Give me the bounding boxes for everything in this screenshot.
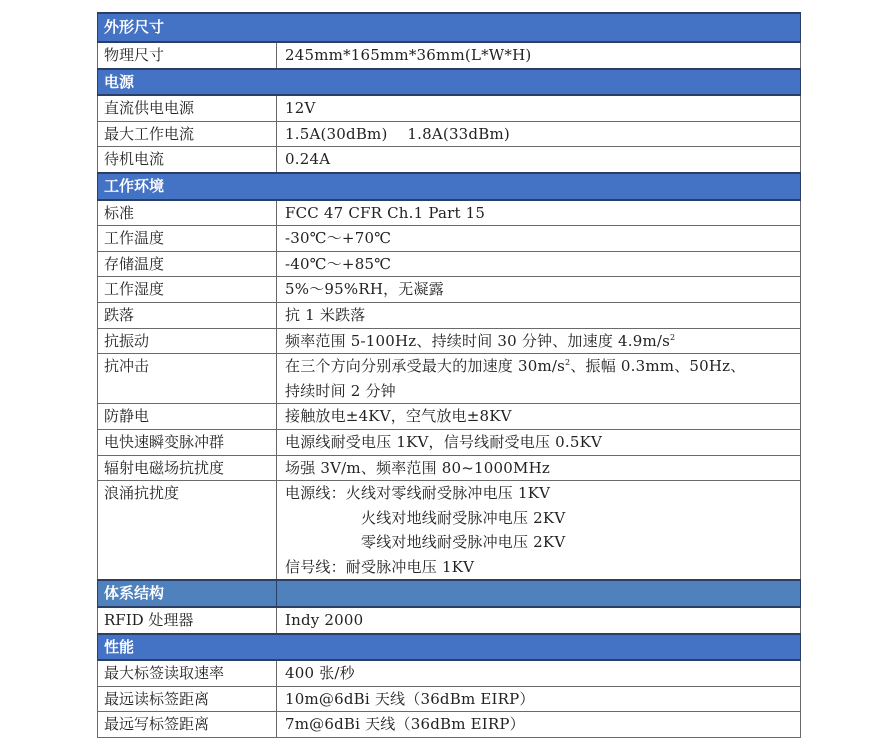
section-title: 外形尺寸 <box>98 13 801 42</box>
section-header-environment <box>98 173 801 200</box>
row-value: Indy 2000 <box>277 607 801 634</box>
row-value: 抗 1 米跌落 <box>277 302 801 328</box>
row-value: 7m@6dBi 天线（36dBm EIRP） <box>277 712 801 738</box>
row-label: 辐射电磁场抗扰度 <box>98 455 277 481</box>
row-label: 工作温度 <box>98 226 277 252</box>
row-value: 电源线耐受电压 1KV，信号线耐受电压 0.5KV <box>277 429 801 455</box>
table-row <box>98 404 801 430</box>
table-row <box>98 607 801 634</box>
table-row <box>98 200 801 226</box>
section-header-performance <box>98 634 801 661</box>
value-line: 火线对地线耐受脉冲电压 2KV <box>361 508 566 527</box>
row-label: 最大工作电流 <box>98 121 277 147</box>
row-label: 抗冲击 <box>98 354 277 404</box>
row-label: 防静电 <box>98 404 277 430</box>
table-row <box>98 354 801 404</box>
table-row <box>98 251 801 277</box>
row-label: 跌落 <box>98 302 277 328</box>
row-value <box>277 354 801 404</box>
table-row <box>98 302 801 328</box>
section-title: 电源 <box>98 69 801 96</box>
table-row <box>98 455 801 481</box>
table-row <box>98 121 801 147</box>
row-label: 浪涌抗扰度 <box>98 481 277 581</box>
row-value: 场强 3V/m、频率范围 80~1000MHz <box>277 455 801 481</box>
section-header-blank <box>277 580 801 607</box>
row-label: 标准 <box>98 200 277 226</box>
table-row <box>98 328 801 354</box>
row-value: 1.5A(30dBm) 1.8A(33dBm) <box>277 121 801 147</box>
row-label: 最大标签读取速率 <box>98 660 277 686</box>
superscript: 2 <box>565 358 571 368</box>
row-value: 245mm*165mm*36mm(L*W*H) <box>277 42 801 69</box>
section-header-architecture <box>98 580 801 607</box>
value-text: 在三个方向分别承受最大的加速度 30m/s <box>285 357 566 376</box>
row-value: -40℃～+85℃ <box>277 251 801 277</box>
value-line: 零线对地线耐受脉冲电压 2KV <box>361 533 566 552</box>
value-text: 持续时间 2 分钟 <box>285 381 396 400</box>
section-title: 体系结构 <box>98 580 277 607</box>
row-label: 存储温度 <box>98 251 277 277</box>
row-value <box>277 481 801 581</box>
section-header-dimensions <box>98 13 801 42</box>
table-row <box>98 429 801 455</box>
spec-table <box>97 12 801 738</box>
row-value: 5%～95%RH，无凝露 <box>277 277 801 303</box>
row-value: 12V <box>277 95 801 121</box>
table-row <box>98 95 801 121</box>
row-value: 400 张/秒 <box>277 660 801 686</box>
row-label: 直流供电电源 <box>98 95 277 121</box>
table-row <box>98 277 801 303</box>
value-line: 信号线：耐受脉冲电压 1KV <box>285 557 475 576</box>
value-line: 电源线：火线对零线耐受脉冲电压 1KV <box>285 484 551 503</box>
section-header-power <box>98 69 801 96</box>
section-title: 工作环境 <box>98 173 801 200</box>
row-value <box>277 328 801 354</box>
superscript: 2 <box>670 332 676 342</box>
value-text: 频率范围 5-100Hz、持续时间 30 分钟、加速度 4.9m/s <box>285 331 671 350</box>
table-row <box>98 481 801 581</box>
value-text: 、振幅 0.3mm、50Hz、 <box>570 357 746 376</box>
row-label: 物理尺寸 <box>98 42 277 69</box>
row-value: 0.24A <box>277 147 801 173</box>
table-row <box>98 42 801 69</box>
table-row <box>98 686 801 712</box>
row-label: 工作湿度 <box>98 277 277 303</box>
row-label: 待机电流 <box>98 147 277 173</box>
row-value: 接触放电±4KV，空气放电±8KV <box>277 404 801 430</box>
row-value: 10m@6dBi 天线（36dBm EIRP） <box>277 686 801 712</box>
row-label: 最远读标签距离 <box>98 686 277 712</box>
table-row <box>98 147 801 173</box>
section-title: 性能 <box>98 634 801 661</box>
row-value: FCC 47 CFR Ch.1 Part 15 <box>277 200 801 226</box>
table-row <box>98 226 801 252</box>
table-row <box>98 660 801 686</box>
row-label: 电快速瞬变脉冲群 <box>98 429 277 455</box>
table-row <box>98 712 801 738</box>
row-value: -30℃～+70℃ <box>277 226 801 252</box>
row-label: 最远写标签距离 <box>98 712 277 738</box>
row-label: RFID 处理器 <box>98 607 277 634</box>
row-label: 抗振动 <box>98 328 277 354</box>
